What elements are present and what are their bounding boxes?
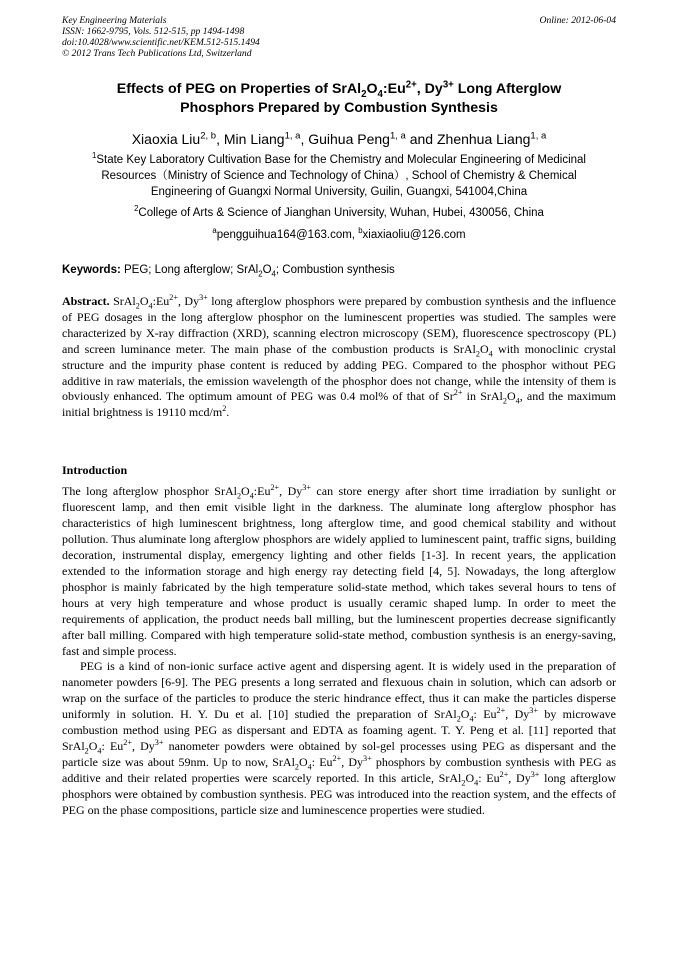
- introduction-body: [62, 484, 616, 819]
- author-name: Zhenhua Liang: [436, 131, 531, 147]
- author-affil-mark: 1, a: [530, 130, 547, 142]
- journal-name: Key Engineering Materials: [62, 15, 167, 26]
- author-name: Min Liang: [223, 131, 285, 147]
- author-affil-mark: 1, a: [389, 130, 406, 142]
- author-affil-mark: 1, a: [284, 130, 301, 142]
- title-line-2: Phosphors Prepared by Combustion Synthesis: [180, 100, 498, 116]
- paper-title: [62, 80, 616, 118]
- online-date: Online: 2012-06-04: [539, 15, 616, 26]
- abstract-label: Abstract.: [62, 294, 110, 308]
- email-a[interactable]: pengguihua164@163.com,: [216, 229, 359, 241]
- section-heading-introduction: Introduction: [62, 463, 128, 477]
- affiliation-1: $^1$State Key Laboratory Cultivation Base for the Chemistry and Molecular Engineering of Medicinal Resources（Ministry of Science and Technology of China）, School of Chemistry & Chemical Engineering of Guangxi Normal University, Guilin, Guangxi, 541004,China: [91, 151, 586, 198]
- copyright-line: © 2012 Trans Tech Publications Ltd, Switzerland: [62, 48, 252, 59]
- affiliation-2: $^2$College of Arts & Science of Jianghan University, Wuhan, Hubei, 430056, China: [134, 204, 544, 219]
- abstract: Abstract. $SrAl_2O_4:Eu^{2+}$, $Dy^{3+}$ long afterglow phosphors were prepared by combustion synthesis and the influence of PEG dosages in the long afterglow phosphor on the luminescent properties was studied. The samples were characterized by X-ray diffraction (XRD), scanning electron microscopy (SEM), fluorescence spectroscopy (PL) and screen luminance meter. The main phase of the combustion products is $SrAl_2O_4$ with monoclinic crystal structure and the impurity phase content is reduced by adding PEG. Compared to the phosphor without PEG additive in raw materials, the emission wavelength of the phosphor does not change, while the intensity of them is obviously enhanced. The optimum amount of PEG was 0.4 mol% of that of $Sr^{2+}$ in $SrAl_2O_4$, and the maximum initial brightness is 19110 mcd/$m^2$.: [62, 293, 617, 420]
- paragraph: PEG is a kind of non-ionic surface active agent and dispersing agent. It is widely used in the preparation of nanometer powders [6-9]. The PEG presents a long serrated and flexuous chain in solution, which can adsorb or wrap on the surface of the particles to produce the steric hindrance effect, thus it can make the particles disperse uniformly in solution. H. Y. Du et al. [10] studied the preparation of $SrAl_2O_4$: $Eu^{2+}$, $Dy^{3+}$ by microwave combustion method using PEG as dispersant and EDTA as foaming agent. T. Y. Peng et al. [11] reported that $SrAl_2O_4$: $Eu^{2+}$, $Dy^{3+}$ nanometer powders were obtained by sol-gel processes using PEG as dispersant and the particle size was about 59nm. Up to now, $SrAl_2O_4$: $Eu^{2+}$, $Dy^{3+}$ phosphors by combustion synthesis with PEG as additive and their related properties were scarcely reported. In this article, $SrAl_2O_4$: $Eu^{2+}$, $Dy^{3+}$ long afterglow phosphors were obtained by combustion synthesis. PEG was introduced into the reaction system, and the effects of PEG on the phase compositions, particle size and luminescence properties were studied.: [62, 659, 616, 818]
- keywords-label: Keywords:: [62, 264, 121, 276]
- author-name: Guihua Peng: [308, 131, 390, 147]
- author-affil-mark: 2, b: [200, 130, 217, 142]
- journal-header: [62, 15, 482, 59]
- author-name: Xiaoxia Liu: [131, 131, 201, 147]
- issn-line: ISSN: 1662-9795, Vols. 512-515, pp 1494-1498: [62, 26, 245, 37]
- keywords: Keywords: PEG; Long afterglow; $SrAl_2O_4$; Combustion synthesis: [62, 264, 395, 279]
- doi-line: doi:10.4028/www.scientific.net/KEM.512-515.1494: [62, 37, 260, 48]
- author-emails: $^a$pengguihua164@163.com, $^b$xiaxiaoliu@126.com: [212, 226, 466, 241]
- author-list: Xiaoxia Liu$^{2, b}$, Min Liang$^{1, a}$, Guihua Peng$^{1, a}$ and Zhenhua Liang$^{1, a}$: [131, 130, 547, 147]
- paragraph: The long afterglow phosphor $SrAl_2O_4:Eu^{2+}$, $Dy^{3+}$ can store energy after short time irradiation by sunlight or fluorescent lamp, and then emit visible light in the darkness. The aluminate long afterglow phosphor has characteristics of high luminescent brightness, long afterglow time, and good chemical stability and without pollution. Thus aluminate long afterglow phosphors are widely applied to luminescent paint, traffic signs, building decoration, instrumental display, emergency lighting and other fields [1-3]. In recent years, the application extended to the information storage and high energy ray detecting field [4, 5]. Nowadays, the long afterglow phosphor is mainly fabricated by the high temperature solid-state method, which takes several hours to tens of hours at very high temperature and whose product is usually ceramic shaped lump. In order to meet the requirements of application, the product needs ball milling, but the luminescent properties decrease significantly after ball milling. Compared with high temperature solid-state method, combustion synthesis is an energy-saving, fast and simple process.: [62, 483, 616, 658]
- email-b[interactable]: xiaxiaoliu@126.com: [362, 229, 466, 241]
- title-line-1: Effects of PEG on Properties of $SrAl_2O_4:Eu^{2+}$, $Dy^{3+}$ Long Afterglow: [116, 79, 562, 100]
